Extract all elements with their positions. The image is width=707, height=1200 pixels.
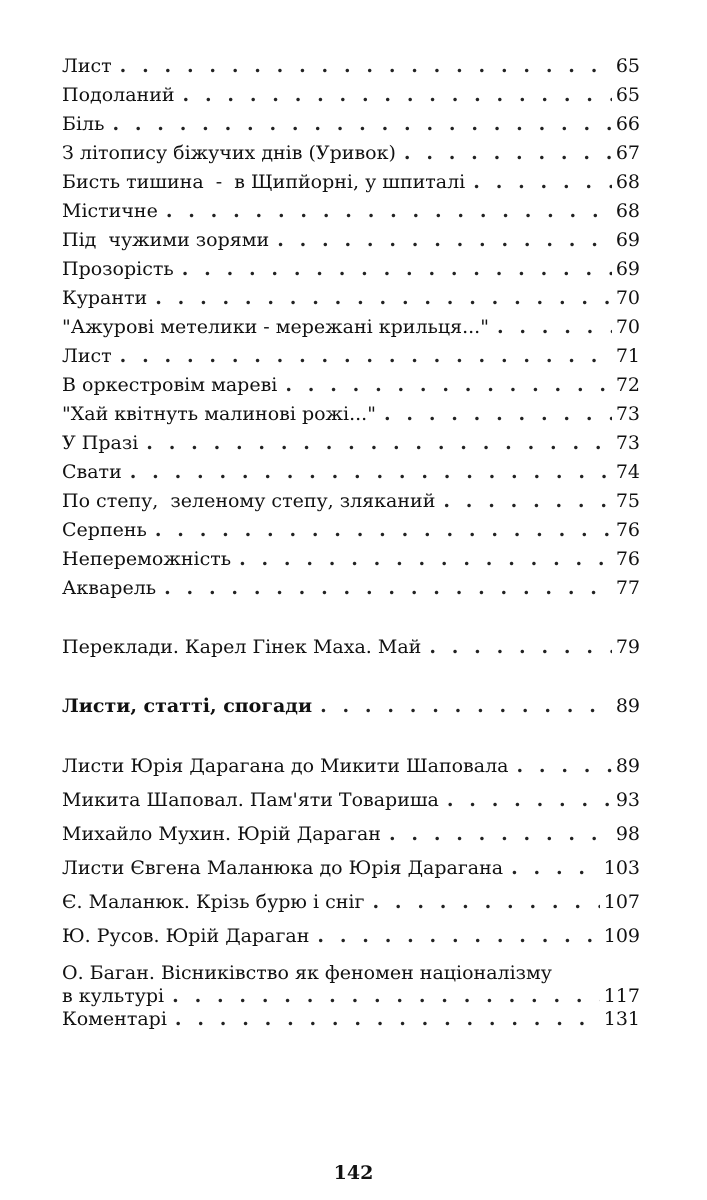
leader-dots [389,817,612,851]
entry-page: 103 [603,857,640,879]
entry-page: 65 [615,55,640,77]
leader-dots [429,633,612,662]
entry-title: Акварель [62,577,157,599]
entry-title: Куранти [62,287,148,309]
toc-entry [62,574,640,603]
entry-page: 70 [615,287,640,309]
letters-section [62,749,640,1031]
toc-entry [62,371,640,400]
toc-entry [62,284,640,313]
entry-title: Лист [62,345,112,367]
toc-entry [62,226,640,255]
entry-title: Прозорість [62,258,174,280]
leader-dots [164,574,612,603]
entry-page: 68 [615,200,640,222]
toc-entry [62,545,640,574]
entry-title: Микита Шаповал. Пам'яти Товариша [62,789,439,811]
entry-page: 76 [615,519,640,541]
leader-dots [155,516,612,545]
leader-dots [497,313,612,342]
entry-title: Листи Юрія Дарагана до Микити Шаповала [62,755,509,777]
entry-page: 73 [615,403,640,425]
entry-page: 67 [615,142,640,164]
entry-page: 89 [615,755,640,777]
entry-title: "Ажурові метелики - мережані крильця..." [62,316,489,338]
entry-page: 76 [615,548,640,570]
toc-entry-translations [62,633,640,662]
entry-page: 65 [615,84,640,106]
toc-entry [62,52,640,81]
leader-dots [473,168,612,197]
toc-entry [62,783,640,817]
entry-page: 73 [615,432,640,454]
toc-entry [62,342,640,371]
leader-dots [285,371,611,400]
toc-entry [62,851,640,885]
leader-dots [182,255,612,284]
toc-entry [62,313,640,342]
entry-page: 72 [615,374,640,396]
toc-entry [62,516,640,545]
leader-dots [120,342,612,371]
entry-page: 117 [603,985,640,1007]
entry-title-line2: в культурі [62,985,165,1007]
toc-entry [62,429,640,458]
entry-title: Непереможність [62,548,232,570]
leader-dots [183,81,612,110]
entry-title: Свати [62,461,122,483]
entry-title: Подоланий [62,84,175,106]
toc-entry-comments [62,1007,640,1031]
entry-page: 89 [615,695,640,717]
entry-title: Переклади. Карел Гінек Маха. Май [62,636,422,658]
toc-entry [62,985,640,1007]
leader-dots [320,692,612,721]
entry-page: 68 [615,171,640,193]
toc-entry [62,919,640,953]
toc-entry [62,197,640,226]
leader-dots [372,885,599,919]
leader-dots [404,139,612,168]
entry-page: 74 [615,461,640,483]
leader-dots [172,985,600,1007]
entry-page: 107 [603,891,640,913]
entry-page: 75 [615,490,640,512]
entry-title: В оркестровім мареві [62,374,278,396]
leader-dots [317,919,599,953]
toc-entry [62,749,640,783]
entry-title: У Празі [62,432,139,454]
toc-entry [62,458,640,487]
entry-title: Листи, статті, спогади [62,695,313,717]
toc-entry [62,817,640,851]
toc-entry [62,168,640,197]
entry-title: Біль [62,113,105,135]
entry-title: З літопису біжучих днів (Уривок) [62,142,396,164]
page-number: 142 [333,1162,374,1184]
entry-page: 79 [615,636,640,658]
leader-dots [239,545,612,574]
entry-page: 69 [615,258,640,280]
section-heading-letters [62,692,640,721]
leader-dots [443,487,611,516]
leader-dots [146,429,612,458]
toc-entry [62,81,640,110]
entry-title: Коментарі [62,1008,167,1030]
leader-dots [112,110,611,139]
toc-entry [62,139,640,168]
toc-entry [62,255,640,284]
entry-page: 131 [603,1008,640,1030]
entry-page: 93 [615,789,640,811]
entry-title: Під чужими зорями [62,229,270,251]
toc-entry [62,487,640,516]
entry-title: Містичне [62,200,158,222]
leader-dots [120,52,612,81]
entry-title: По степу, зеленому степу, зляканий [62,490,436,512]
leader-dots [277,226,612,255]
toc-entry [62,400,640,429]
leader-dots [447,783,612,817]
leader-dots [155,284,612,313]
leader-dots [166,197,612,226]
entry-title: Лист [62,55,112,77]
entry-page: 98 [615,823,640,845]
entry-title: Михайло Мухин. Юрій Дараган [62,823,381,845]
entry-page: 109 [603,925,640,947]
toc-entry-bagan [62,961,640,1007]
entry-title: Бисть тишина - в Щипйорні, у шпиталі [62,171,466,193]
entry-page: 70 [615,316,640,338]
entry-title: Серпень [62,519,147,541]
entry-title: Є. Маланюк. Крізь бурю і сніг [62,891,365,913]
entry-title: О. Баган. Вісниківство як феномен націоналізму [62,962,552,984]
table-of-contents [62,52,640,1031]
poems-section [62,52,640,603]
leader-dots [130,458,612,487]
leader-dots [511,851,600,885]
toc-entry [62,110,640,139]
entry-page: 66 [615,113,640,135]
entry-page: 77 [615,577,640,599]
leader-dots [175,1007,600,1031]
entry-title: "Хай квітнуть малинові рожі..." [62,403,376,425]
entry-title-line1 [62,961,640,985]
entry-title: Листи Євгена Маланюка до Юрія Дарагана [62,857,504,879]
leader-dots [516,749,611,783]
entry-page: 69 [615,229,640,251]
toc-entry [62,885,640,919]
entry-title: Ю. Русов. Юрій Дараган [62,925,310,947]
entry-page: 71 [615,345,640,367]
leader-dots [384,400,612,429]
